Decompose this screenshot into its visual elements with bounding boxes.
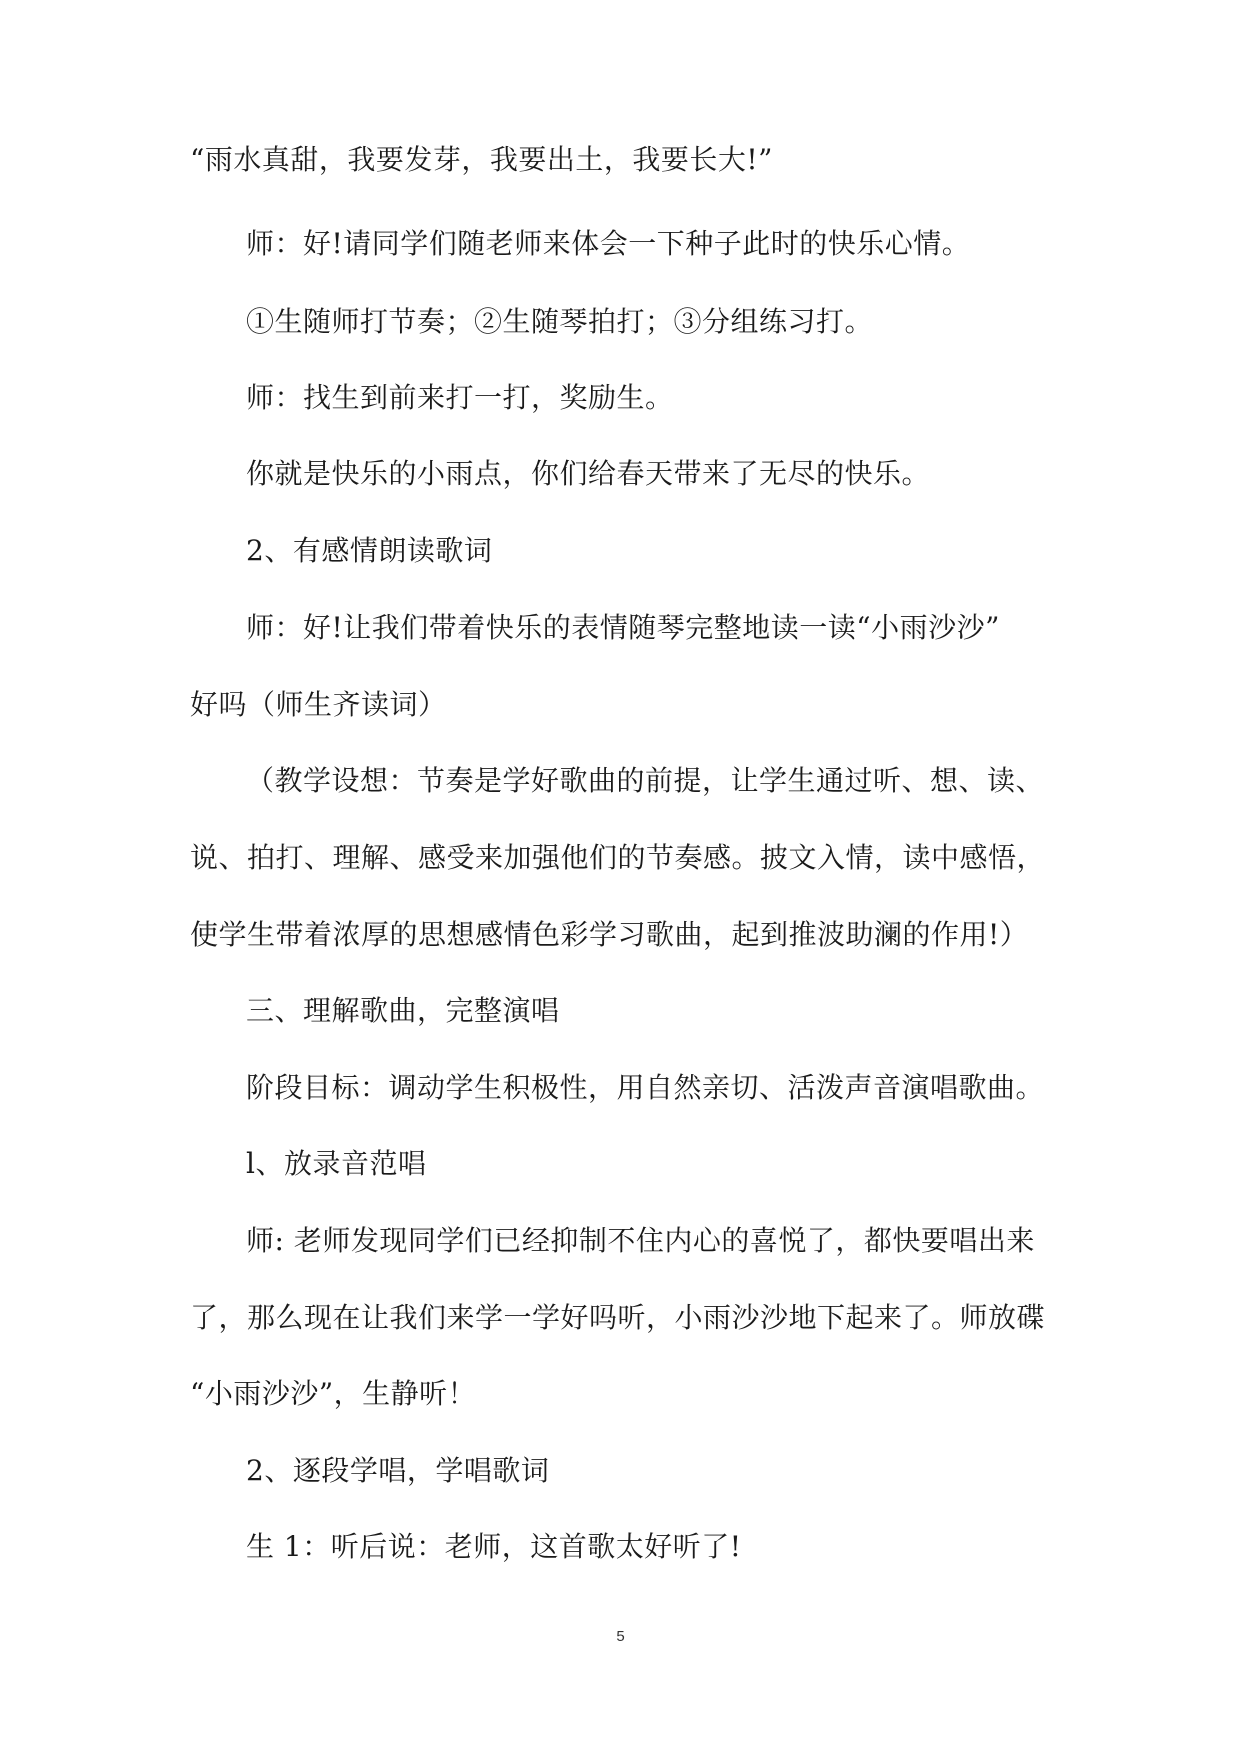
text-line-18: 2、逐段学唱，学唱歌词 bbox=[246, 1454, 550, 1487]
text-line-17: “小雨沙沙”，生静听！ bbox=[190, 1377, 477, 1410]
text-line-12: 三、理解歌曲，完整演唱 bbox=[246, 994, 560, 1027]
text-line-19: 生 1：听后说：老师，这首歌太好听了! bbox=[246, 1530, 742, 1563]
text-line-11: 使学生带着浓厚的思想感情色彩学习歌曲，起到推波助澜的作用!） bbox=[190, 918, 1029, 951]
text-line-6: 2、有感情朗读歌词 bbox=[246, 534, 493, 567]
text-line-5: 你就是快乐的小雨点，你们给春天带来了无尽的快乐。 bbox=[246, 457, 931, 490]
text-line-15: 师: 老师发现同学们已经抑制不住内心的喜悦了，都快要唱出来 bbox=[246, 1224, 1035, 1257]
page-number: 5 bbox=[616, 1628, 625, 1645]
text-line-13: 阶段目标：调动学生积极性，用自然亲切、活泼声音演唱歌曲。 bbox=[246, 1071, 1045, 1104]
text-line-8: 好吗（师生齐读词） bbox=[190, 688, 447, 721]
text-line-1: “雨水真甜，我要发芽，我要出土，我要长大!” bbox=[190, 143, 773, 176]
text-line-9: （教学设想：节奏是学好歌曲的前提，让学生通过听、想、读、 bbox=[246, 764, 1045, 797]
text-line-3: ①生随师打节奏；②生随琴拍打；③分组练习打。 bbox=[246, 305, 874, 338]
text-line-16: 了，那么现在让我们来学一学好吗听，小雨沙沙地下起来了。师放碟 bbox=[190, 1301, 1046, 1334]
text-line-14: l、放录音范唱 bbox=[246, 1147, 427, 1180]
text-line-10: 说、拍打、理解、感受来加强他们的节奏感。披文入情，读中感悟， bbox=[190, 841, 1046, 874]
text-line-7: 师：好!让我们带着快乐的表情随琴完整地读一读“小雨沙沙” bbox=[246, 611, 1000, 644]
text-line-2: 师：好!请同学们随老师来体会一下种子此时的快乐心情。 bbox=[246, 227, 971, 260]
text-line-4: 师：找生到前来打一打，奖励生。 bbox=[246, 381, 674, 414]
